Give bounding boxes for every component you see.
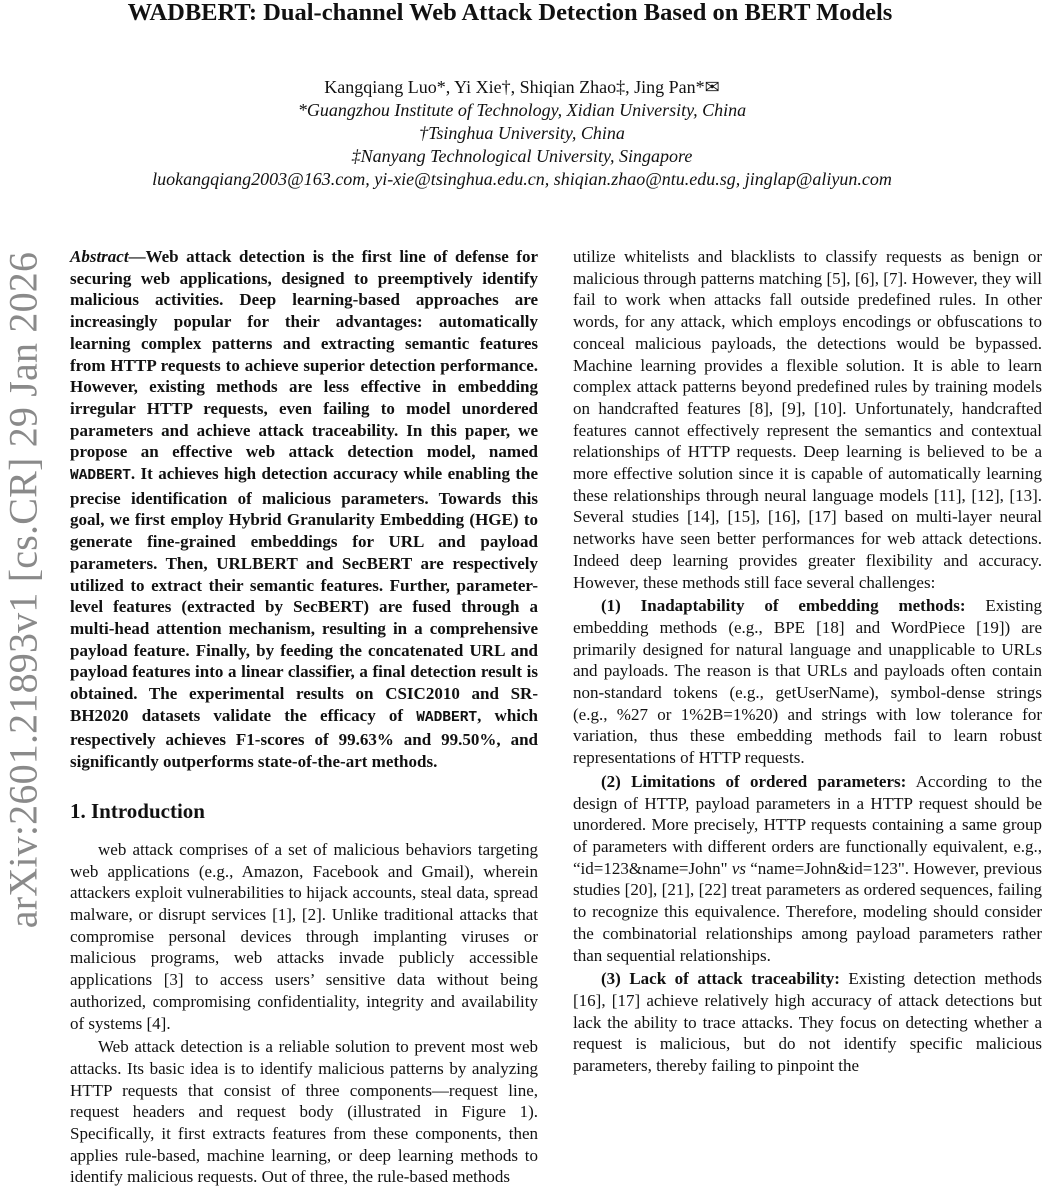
intro-paragraph-2-text: Web attack detection is a reliable solution to prevent most web attacks. Its basic idea is to identify malicious patterns by analyzing HTTP requests that consist of three components—request line, request headers and request body (illustrated in Figure 1). Specifically, it first extracts features from these components, then applies rule-based, machine learning, or deep learning methods to identify malicious requests. Out of three, the rule-based methods (70, 1037, 538, 1187)
challenge-paragraph (573, 595, 1042, 769)
arxiv-identifier: arXiv:2601.21893v1 [cs.CR] 29 Jan 2026 (0, 251, 46, 929)
right-column (573, 246, 1042, 1077)
challenge-text: Existing detection methods [16], [17] achieve relatively high accuracy of attack detections but lack the ability to trace attacks. They focus on detecting whether a request is malicious, but do not identify specific malicious parameters, thereby failing to pinpoint the (573, 969, 1042, 1076)
abstract-text-1: —Web attack detection is the first line of defense for securing web applications, designed to preemptively identify malicious activities. Deep learning-based approaches are increasingly popular for their advantages: automatically learning complex patterns and extracting semantic features from HTTP requests to achieve superior detection performance. However, existing methods are less effective in embedding irregular HTTP requests, even failing to model unordered parameters and achieve attack traceability. In this paper, we propose an effective web attack detection model, named (70, 247, 538, 462)
challenge-label: (3) Lack of attack traceability: (601, 969, 840, 989)
affiliation-3: ‡Nanyang Technological University, Singapore (351, 146, 693, 166)
affiliation-1: *Guangzhou Institute of Technology, Xidian University, China (297, 100, 747, 120)
challenge-text: “name=John&id=123". However, previous studies [20], [21], [22] treat parameters as ordered sequences, failing to recognize this equivalence. Therefore, modeling should consider the combinatorial relationships among payload parameters rather than sequential relationships. (573, 858, 1042, 965)
section-heading-introduction: 1. Introduction (70, 798, 205, 823)
abstract-text-3: , which respectively achieves F1-scores of 99.63% and 99.50%, and significantly outperforms state-of-the-art methods. (70, 705, 538, 772)
challenge-paragraph (573, 771, 1042, 966)
challenge-paragraph (573, 968, 1042, 1077)
arxiv-side-stamp (2, 250, 44, 930)
intro-paragraph-1: web attack comprises of a set of malicious behaviors targeting web applications (e.g., Amazon, Facebook and Gmail), wherein attackers exploit vulnerabilities to hijack accounts, steal data, spread malware, or disrupt services [1], [2]. Unlike traditional attacks that compromise personal devices through implanting viruses or malicious programs, web attacks invade publicly accessible applications [3] to access users’ sensitive data without being authorized, compromising confidentiality, integrity and availability of systems [4]. (70, 839, 538, 1033)
abstract (70, 246, 538, 773)
challenge-versus: vs (731, 858, 746, 878)
author-emails: luokangqiang2003@163.com, yi-xie@tsinghua.edu.cn, shiqian.zhao@ntu.edu.sg, jinglap@aliyun.com (152, 169, 892, 189)
author-block (70, 76, 974, 191)
challenge-text: According to the design of HTTP, payload parameters in a HTTP request should be unordered. More precisely, HTTP requests containing a same group of parameters with different orders are functionally equivalent, e.g., “id=123&name=John" (573, 771, 1042, 878)
author-names: Kangqiang Luo*, Yi Xie†, Shiqian Zhao‡, Jing Pan*✉ (324, 77, 720, 97)
intro-paragraph-2 (70, 1036, 538, 1188)
abstract-text-2: . It achieves high detection accuracy while enabling the precise identification of malicious parameters. Towards this goal, we first employ Hybrid Granularity Embedding (HGE) to generate fine-grained embeddings for URL and payload parameters. Then, URLBERT and SecBERT are respectively utilized to extract their semantic features. Further, parameter-level features (extracted by SecBERT) are fused through a multi-head attention mechanism, resulting in a comprehensive payload feature. Finally, by feeding the concatenated URL and payload features into a linear classifier, a final detection result is obtained. The experimental results on CSIC2010 and SR-BH2020 datasets validate the efficacy of (70, 464, 538, 725)
paper-title: WADBERT: Dual-channel Web Attack Detection Based on BERT Models (127, 0, 893, 26)
challenge-label: (2) Limitations of ordered parameters: (601, 771, 907, 791)
intro-paragraph-2-continued: utilize whitelists and blacklists to classify requests as benign or malicious through patterns matching [5], [6], [7]. However, they will fail to work when attacks fall outside predefined rules. In other words, for any attack, which employs encodings or obfuscations to conceal malicious payloads, the detections would be bypassed. Machine learning provides a flexible solution. It is able to learn complex attack patterns beyond predefined rules by training models on handcrafted features [8], [9], [10]. Unfortunately, handcrafted features cannot effectively represent the semantics and contextual relationships of HTTP requests. Deep learning is believed to be a more effective solution since it is capable of automatically learning these relationships through neural language models [11], [12], [13]. Several studies [14], [15], [16], [17] based on multi-layer neural networks have seen better performances for web attack detections. Indeed deep learning provides greater flexibility and accuracy. However, these methods still face several challenges: (573, 247, 1042, 592)
left-column (70, 246, 538, 1188)
model-name-1: WADBERT (70, 468, 131, 485)
challenge-label: (1) Inadaptability of embedding methods: (601, 596, 966, 616)
model-name-2: WADBERT (416, 709, 478, 726)
abstract-lead: Abstract (70, 247, 129, 266)
challenge-text: Existing embedding methods (e.g., BPE [18] and WordPiece [19]) are primarily designed for natural language and unapplicable to URLs and payloads. The reason is that URLs and payloads often contain non-standard tokens (e.g., getUserName), symbol-dense strings (e.g., %27 or 1%2B=1%20) and strings with low tolerance for variation, thus these embedding methods fail to learn robust representations of HTTP requests. (573, 596, 1042, 768)
affiliation-2: †Tsinghua University, China (419, 123, 625, 143)
